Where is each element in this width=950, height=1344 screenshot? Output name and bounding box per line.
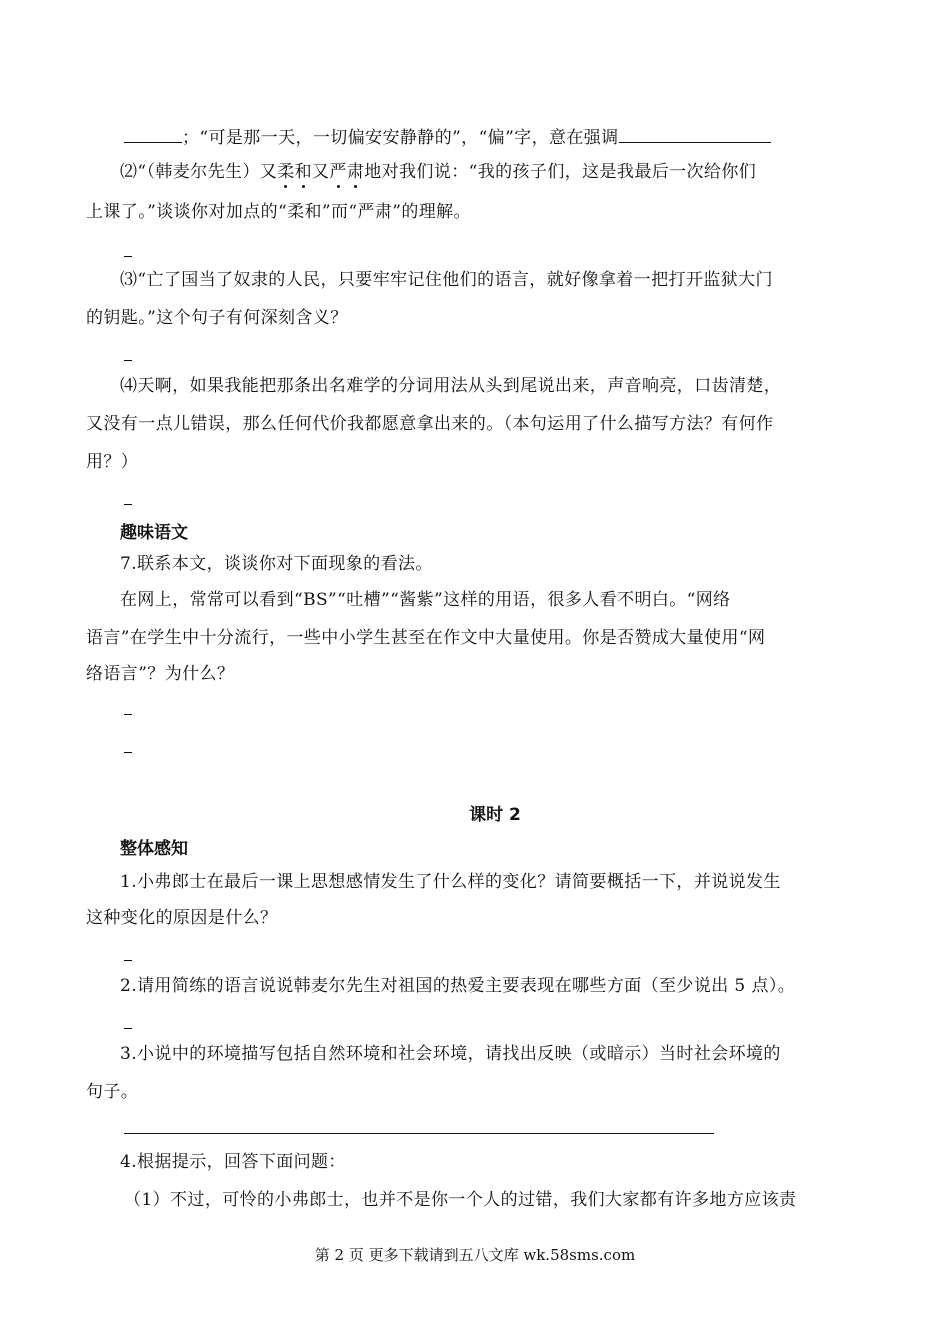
answer-dash bbox=[124, 752, 132, 753]
section-heading-fun: 趣味语文 bbox=[120, 523, 188, 543]
answer-dash bbox=[124, 714, 132, 715]
answer-blank bbox=[619, 124, 771, 143]
q7-title: 7.联系本文，谈谈你对下面现象的看法。 bbox=[120, 554, 433, 574]
q6-part4-line2: 又没有一点儿错误，那么任何代价我都愿意拿出来的。（本句运用了什么描写方法？有何作 bbox=[86, 414, 774, 434]
q6-part2-line2: 上课了。”谈谈你对加点的“柔和”而“严肃”的理解。 bbox=[86, 202, 471, 222]
q7-body-line2: 语言”在学生中十分流行，一些中小学生甚至在作文中大量使用。你是否赞成大量使用“网 bbox=[86, 628, 766, 648]
q6-part2-line1 bbox=[120, 160, 756, 184]
answer-dash bbox=[124, 1028, 132, 1029]
emphasized-char: 和 bbox=[294, 162, 313, 182]
section-heading-overall: 整体感知 bbox=[120, 839, 188, 859]
q6-part4-line3: 用？） bbox=[86, 452, 139, 472]
l2-q3-line2: 句子。 bbox=[86, 1082, 139, 1102]
q6-part2-text-mid: 又 bbox=[312, 162, 330, 182]
l2-q1-line2: 这种变化的原因是什么？ bbox=[86, 908, 278, 928]
q6-part3-line2: 的钥匙。”这个句子有何深刻含义？ bbox=[86, 308, 348, 328]
l2-q2: 2.请用简练的语言说说韩麦尔先生对祖国的热爱主要表现在哪些方面（至少说出 5 点）。 bbox=[120, 976, 796, 996]
answer-blank bbox=[124, 124, 182, 143]
page-footer: 第 2 页 更多下载请到五八文库 wk.58sms.com bbox=[314, 1246, 636, 1264]
emphasized-char: 严 bbox=[329, 162, 347, 182]
emphasized-char: 柔 bbox=[277, 162, 295, 182]
q6-part4-line1: ⑷天啊，如果我能把那条出名难学的分词用法从头到尾说出来，声音响亮，口齿清楚， bbox=[120, 376, 782, 396]
answer-line bbox=[124, 1133, 714, 1134]
q6-part2-text-b: 地对我们说：“我的孩子们，这是我最后一次给你们 bbox=[364, 162, 757, 182]
answer-dash bbox=[124, 960, 132, 961]
q6-part1-line bbox=[124, 124, 771, 150]
answer-dash bbox=[124, 360, 132, 361]
l2-q3-line1: 3.小说中的环境描写包括自然环境和社会环境，请找出反映（或暗示）当时社会环境的 bbox=[120, 1044, 781, 1064]
l2-q4-part1: （1）不过，可怜的小弗郎士，也并不是你一个人的过错，我们大家都有许多地方应该责 bbox=[124, 1190, 797, 1210]
emphasized-char: 肃 bbox=[346, 162, 365, 182]
q7-body-line1: 在网上，常常可以看到“BS”“吐槽”“酱紫”这样的用语，很多人看不明白。“网络 bbox=[120, 590, 731, 610]
q6-part3-line1: ⑶“亡了国当了奴隶的人民，只要牢牢记住他们的语言，就好像拿着一把打开监狱大门 bbox=[120, 270, 773, 290]
lesson-title: 课时 2 bbox=[469, 805, 521, 825]
answer-dash bbox=[124, 256, 132, 257]
q6-part2-text-a: ⑵“（韩麦尔先生）又 bbox=[120, 162, 278, 182]
l2-q1-line1: 1.小弗郎士在最后一课上思想感情发生了什么样的变化？请简要概括一下，并说说发生 bbox=[120, 872, 781, 892]
q6-part1-text: ；“可是那一天，一切偏安安静静的”，“偏”字，意在强调 bbox=[182, 128, 619, 148]
answer-dash bbox=[124, 504, 132, 505]
l2-q4: 4.根据提示，回答下面问题： bbox=[120, 1152, 346, 1172]
q7-body-line3: 络语言”？为什么？ bbox=[86, 664, 235, 684]
